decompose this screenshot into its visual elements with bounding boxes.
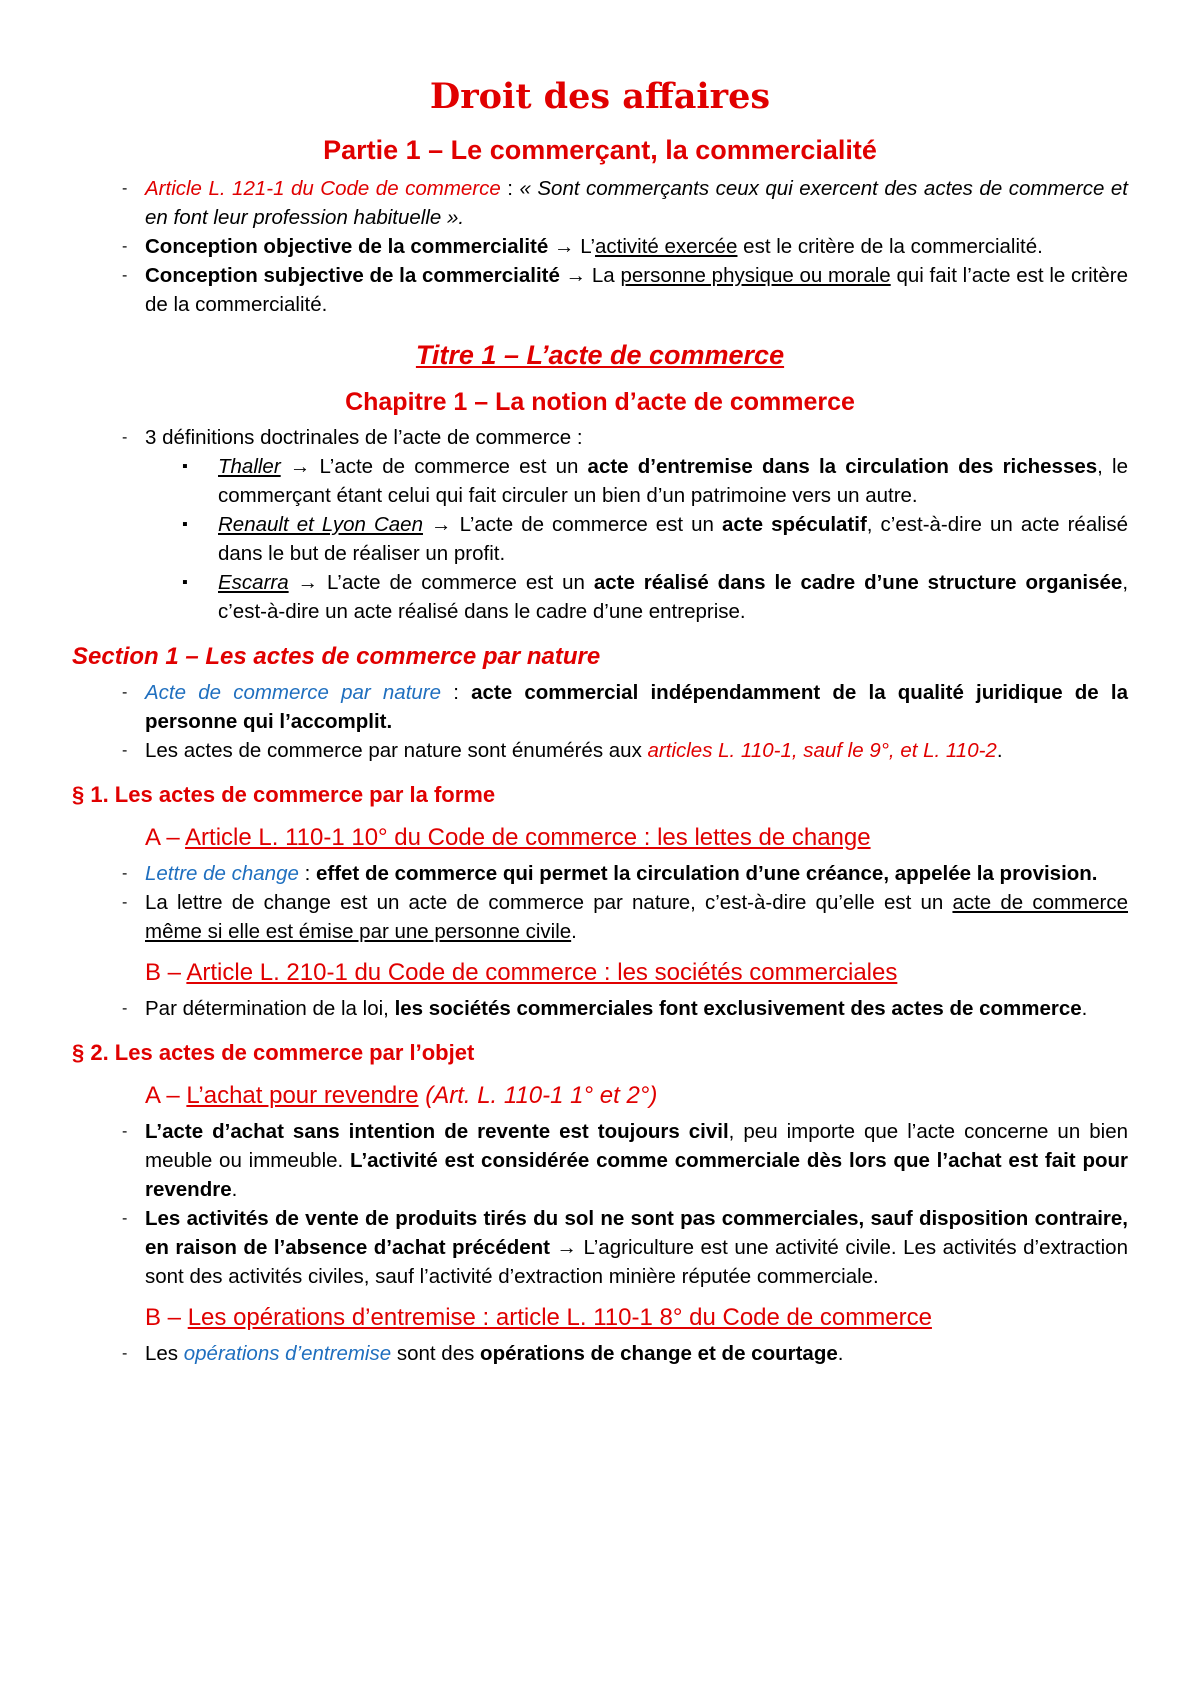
subheading-title: Les opérations d’entremise : article L. 110-1 8° du Code de commerce [187,1304,932,1331]
subheading [145,1301,1128,1335]
subheading [145,1079,1128,1113]
section-list [72,678,1128,765]
chapitre-list [72,423,1128,626]
author-name: Escarra [218,571,289,594]
arrow-icon: → [550,1236,584,1259]
list-item [72,678,1128,736]
subheading-prefix: A – [145,1082,187,1109]
list-item [72,174,1128,232]
list-item [72,423,1128,626]
bold-term: acte réalisé dans le cadre d’une structure organisée [593,571,1123,594]
bold-term: acte d’entremise dans la circulation des richesses [587,455,1098,478]
defined-term: Acte de commerce par nature [145,681,442,704]
bold-term: L’acte d’achat sans intention de revente est toujours civil [145,1120,729,1143]
list-item [72,261,1128,319]
article-quote: « Sont commerçants ceux qui exercent des actes de commerce et en font leur profession habituelle ». [145,177,1128,229]
paragraph-heading: § 1. Les actes de commerce par la forme [72,782,496,807]
text: qui fait l’acte est le critère de la commercialité. [145,264,1128,316]
article-reference: Article L. 121-1 du Code de commerce [145,177,501,200]
list-item [72,1204,1128,1291]
list-item [72,859,1128,888]
definition-item [72,452,1128,510]
bold-term: Les activités de vente de produits tirés du sol ne sont pas commerciales, sauf disposition contraire, en raison de l’absence d’achat précédent [145,1207,1128,1259]
article-reference: articles L. 110-1, sauf le 9°, et L. 110-2 [647,739,997,762]
text: L’ [580,235,596,258]
separator: : [298,862,316,885]
text: est le critère de la commercialité. [737,235,1043,258]
subheading-prefix: A – [145,824,186,851]
text: , peu importe que l’acte concerne un bien meuble ou immeuble. [145,1120,1129,1172]
subheading [145,821,1128,855]
bold-term: acte commercial indépendamment de la qualité juridique de la personne qui l’accomplit. [145,681,1128,733]
list-item [72,994,1128,1023]
text: . [996,739,1003,762]
subheading-prefix: B – [145,959,187,986]
subheading [145,956,1128,990]
definition-item [72,510,1128,568]
underlined-text: activité exercée [595,235,738,258]
bold-term: Conception objective de la commercialité [145,235,549,258]
intro-list [72,174,1128,319]
partie-heading: Partie 1 – Le commerçant, la commercialité [323,135,877,165]
separator: : [441,681,472,704]
separator: : [500,177,520,200]
text: Les [145,1342,184,1365]
subheading-title: L’achat pour revendre [186,1082,419,1109]
section-heading: Section 1 – Les actes de commerce par nature [72,643,601,670]
author-name: Thaller [218,455,281,478]
bold-term: acte spéculatif [722,513,867,536]
list-item [72,1339,1128,1368]
underlined-text: acte de commerce même si elle est émise par une personne civile [145,891,1129,943]
definitions-list [72,452,1128,626]
list-item [72,232,1128,261]
text: , le commerçant étant celui qui fait circuler un bien d’un patrimoine vers un autre. [218,455,1128,507]
text: La [591,264,621,287]
subheading-title: Article L. 110-1 10° du Code de commerce : les lettes de change [185,824,871,851]
author-name: Renault et Lyon Caen [218,513,423,536]
article-reference: (Art. L. 110-1 1° et 2°) [418,1082,658,1109]
bold-term: L’activité est considérée comme commerciale dès lors que l’achat est fait pour revendre [145,1149,1128,1201]
text: Par détermination de la loi, [145,997,395,1020]
text: , c’est-à-dire un acte réalisé dans le cadre d’une entreprise. [218,571,1129,623]
text: Les actes de commerce par nature sont énumérés aux [145,739,648,762]
titre-heading: Titre 1 – L’acte de commerce [415,340,785,370]
text: L’agriculture est une activité civile. Les activités d’extraction sont des activités civiles, sauf l’activité d’extraction minière réputée commerciale. [145,1236,1128,1288]
text: . [1081,997,1088,1020]
chapitre-heading: Chapitre 1 – La notion d’acte de commerce [345,388,855,416]
list-item [72,736,1128,765]
text: L’acte de commerce est un [459,513,723,536]
bold-term: Conception subjective de la commercialité [145,264,560,287]
bold-term: effet de commerce qui permet la circulation d’une créance, appelée la provision. [315,862,1098,885]
arrow-icon: → [422,513,460,536]
defined-term: Lettre de change [145,862,299,885]
defined-term: opérations d’entremise [183,1342,392,1365]
arrow-icon: → [288,571,327,594]
list-item [72,1117,1128,1204]
arrow-icon: → [548,235,581,258]
arrow-icon: → [559,264,592,287]
text: 3 définitions doctrinales de l’acte de commerce : [145,426,583,449]
document-title: Droit des affaires [429,76,771,117]
arrow-icon: → [280,455,320,478]
text: . [837,1342,844,1365]
text: . [571,920,577,943]
subsection-list [72,994,1128,1023]
definition-item [72,568,1128,626]
text: L’acte de commerce est un [327,571,594,594]
subsection-list [72,859,1128,946]
underlined-text: personne physique ou morale [620,264,891,287]
bold-term: les sociétés commerciales font exclusivement des actes de commerce [394,997,1082,1020]
subsection-list [72,1339,1128,1368]
text: sont des [391,1342,481,1365]
subheading-prefix: B – [145,1304,188,1331]
bold-term: opérations de change et de courtage [480,1342,838,1365]
text: La lettre de change est un acte de commerce par nature, c’est-à-dire qu’elle est un [145,891,953,914]
text: L’acte de commerce est un [319,455,588,478]
subheading-title: Article L. 210-1 du Code de commerce : les sociétés commerciales [186,959,898,986]
subsection-list [72,1117,1128,1291]
text: , c’est-à-dire un acte réalisé dans le but de réaliser un profit. [218,513,1128,565]
list-item [72,888,1128,946]
paragraph-heading: § 2. Les actes de commerce par l’objet [72,1040,475,1065]
text: . [231,1178,238,1201]
